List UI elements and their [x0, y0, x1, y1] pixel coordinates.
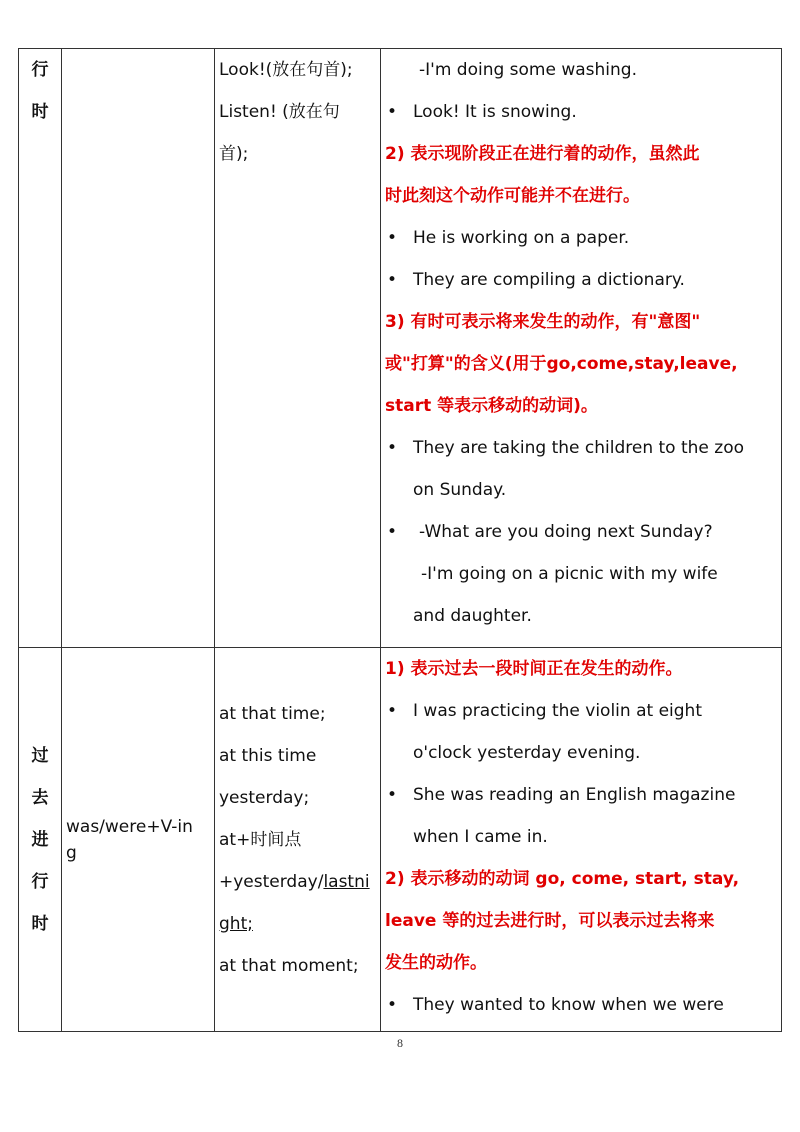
- table-row-present-progressive: [19, 49, 782, 648]
- structure-cell: [62, 648, 215, 1032]
- time-word-part: +yesterday/: [219, 871, 324, 892]
- time-word: ght;: [219, 913, 253, 934]
- example-line: • She was reading an English magazine: [385, 774, 779, 816]
- example-line: o'clock yesterday evening.: [413, 743, 641, 763]
- time-word: at that time;: [219, 703, 326, 724]
- time-word: at that moment;: [219, 955, 359, 976]
- usage-note: 1) 表示过去一段时间正在发生的动作。: [385, 659, 683, 679]
- example-line: on Sunday.: [413, 480, 507, 500]
- examples-cell: [381, 49, 782, 648]
- time-word: at this time: [219, 745, 317, 766]
- example-line: • Look! It is snowing.: [385, 91, 779, 133]
- time-word: at+时间点: [219, 829, 302, 850]
- time-word: Look!(放在句首);: [219, 60, 353, 80]
- page-number: 8: [397, 1036, 403, 1050]
- example-line: • I was practicing the violin at eight: [385, 690, 779, 732]
- example-line: -I'm doing some washing.: [419, 60, 637, 80]
- tense-char: 行: [31, 60, 49, 80]
- usage-note: 2) 表示移动的动词 go, come, start, stay,: [385, 869, 740, 889]
- time-words-cell: [215, 648, 381, 1032]
- tense-char: 时: [31, 913, 49, 934]
- tense-cell: [19, 49, 62, 648]
- time-words-cell: [215, 49, 381, 648]
- usage-note: leave 等的过去进行时，可以表示过去将来: [385, 911, 715, 931]
- tense-char: 去: [31, 787, 49, 808]
- example-line: • They wanted to know when we were: [385, 984, 779, 1026]
- usage-note: 发生的动作。: [385, 953, 487, 973]
- table-row-past-progressive: [19, 648, 782, 1032]
- tense-char: 过: [31, 745, 49, 766]
- example-line: • -What are you doing next Sunday?: [385, 511, 779, 553]
- examples-cell: [381, 648, 782, 1032]
- example-line: • He is working on a paper.: [385, 217, 779, 259]
- tense-cell: [19, 648, 62, 1032]
- example-line: • They are taking the children to the zoo: [385, 427, 779, 469]
- structure-formula: g: [66, 842, 77, 863]
- example-line: -I'm going on a picnic with my wife: [421, 564, 718, 584]
- time-word: yesterday;: [219, 787, 310, 808]
- time-word: [219, 861, 376, 903]
- structure-cell: [62, 49, 215, 648]
- grammar-table: [18, 48, 782, 1032]
- tense-char: 行: [31, 871, 49, 892]
- usage-note: start 等表示移动的动词)。: [385, 396, 598, 416]
- tense-char: 时: [31, 102, 49, 122]
- time-word: 首);: [219, 144, 249, 164]
- example-line: • They are compiling a dictionary.: [385, 259, 779, 301]
- time-word-part: lastni: [323, 871, 370, 892]
- usage-note: 3) 有时可表示将来发生的动作，有"意图": [385, 312, 701, 332]
- tense-char: 进: [31, 829, 49, 850]
- usage-note: 或"打算"的含义(用于go,come,stay,leave,: [385, 354, 738, 374]
- structure-formula: was/were+V-in: [66, 816, 193, 837]
- example-line: when I came in.: [413, 827, 548, 847]
- usage-note: 时此刻这个动作可能并不在进行。: [385, 186, 640, 206]
- example-line: and daughter.: [413, 606, 532, 626]
- time-word: Listen! (放在句: [219, 102, 340, 122]
- usage-note: 2) 表示现阶段正在进行着的动作，虽然此: [385, 144, 700, 164]
